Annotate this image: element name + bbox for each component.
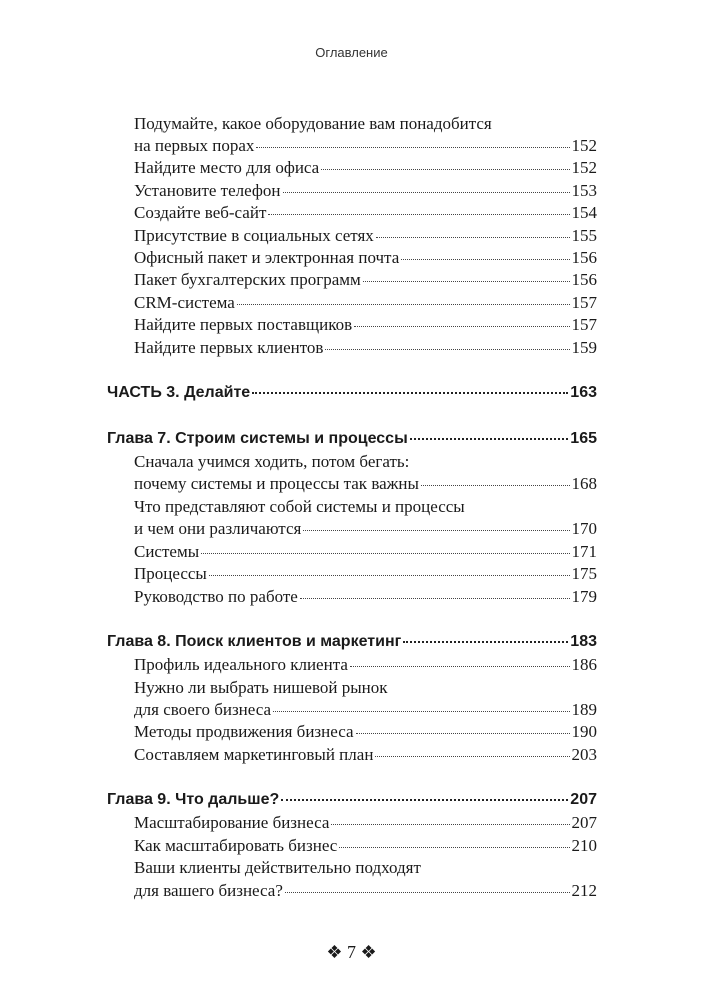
running-header: Оглавление bbox=[315, 45, 388, 60]
toc-entry-title: Пакет бухгалтерских программ bbox=[134, 270, 361, 289]
toc-entry-page: 212 bbox=[571, 881, 597, 900]
toc-entry-title: Найдите первых клиентов bbox=[134, 338, 324, 357]
toc-entry-page: 156 bbox=[571, 248, 597, 267]
toc-entry-title: Составляем маркетинговый план bbox=[134, 745, 374, 764]
toc-entry-title: Нужно ли выбрать нишевой рынок bbox=[134, 678, 388, 697]
toc-entry bbox=[134, 721, 597, 743]
toc-entry bbox=[134, 247, 597, 269]
toc-entry-title: Создайте веб-сайт bbox=[134, 203, 267, 222]
toc-entry-title: Глава 7. Строим системы и процессы bbox=[107, 430, 408, 447]
toc-entry-page: 179 bbox=[571, 587, 597, 606]
dot-leader bbox=[300, 598, 570, 599]
toc-entry bbox=[134, 857, 597, 879]
toc-entry-title: Масштабирование бизнеса bbox=[134, 813, 330, 832]
toc-entry-page: 186 bbox=[571, 655, 597, 674]
toc-entry-page: 203 bbox=[571, 745, 597, 764]
toc-entry bbox=[134, 451, 597, 473]
toc-entry bbox=[134, 225, 597, 247]
toc-entry-title: Найдите первых поставщиков bbox=[134, 315, 353, 334]
toc-entry-title: Сначала учимся ходить, потом бегать: bbox=[134, 452, 410, 471]
toc-entry bbox=[134, 473, 597, 495]
toc-chapter-heading bbox=[107, 631, 597, 653]
toc-entry bbox=[134, 699, 597, 721]
toc-entry bbox=[134, 180, 597, 202]
toc-entry-title: Глава 8. Поиск клиентов и маркетинг bbox=[107, 633, 402, 650]
toc-entry-title: Найдите место для офиса bbox=[134, 158, 320, 177]
toc-entry-title: на первых порах bbox=[134, 136, 255, 155]
dot-leader bbox=[363, 281, 570, 282]
dot-leader bbox=[354, 326, 569, 327]
toc-entry-page: 207 bbox=[571, 813, 597, 832]
toc-entry-title: Процессы bbox=[134, 564, 207, 583]
dot-leader bbox=[350, 666, 570, 667]
dot-leader bbox=[209, 575, 570, 576]
dot-leader bbox=[331, 824, 569, 825]
dot-leader bbox=[303, 530, 569, 531]
dot-leader bbox=[252, 392, 568, 394]
toc-entry-title: Руководство по работе bbox=[134, 587, 298, 606]
toc-entry bbox=[134, 269, 597, 291]
toc-entry-page: 157 bbox=[571, 315, 597, 334]
toc-entry bbox=[134, 835, 597, 857]
toc-entry-title: для своего бизнеса bbox=[134, 700, 272, 719]
toc-entry-page: 155 bbox=[571, 226, 597, 245]
dot-leader bbox=[237, 304, 570, 305]
toc-entry-page: 175 bbox=[571, 564, 597, 583]
toc-entry-title: для вашего бизнеса? bbox=[134, 881, 283, 900]
toc-entry-title: Ваши клиенты действительно подходят bbox=[134, 858, 421, 877]
dot-leader bbox=[410, 438, 569, 440]
toc-entry bbox=[134, 563, 597, 585]
toc-entry bbox=[134, 157, 597, 179]
toc-entry bbox=[134, 292, 597, 314]
toc-entry bbox=[134, 586, 597, 608]
toc-entry-title: Глава 9. Что дальше? bbox=[107, 791, 280, 808]
toc-part-heading bbox=[107, 382, 597, 404]
toc-entry-page: 152 bbox=[571, 136, 597, 155]
toc-entry-page: 163 bbox=[570, 384, 597, 401]
toc-entry bbox=[134, 744, 597, 766]
toc-entry-title: CRM-система bbox=[134, 293, 235, 312]
toc-entry bbox=[134, 541, 597, 563]
toc-entry-title: Подумайте, какое оборудование вам понадобится bbox=[134, 114, 492, 133]
toc-entry-page: 153 bbox=[571, 181, 597, 200]
dot-leader bbox=[281, 799, 568, 801]
dot-leader bbox=[201, 553, 569, 554]
toc-chapter-heading bbox=[107, 789, 597, 811]
toc-entry-page: 210 bbox=[571, 836, 597, 855]
dot-leader bbox=[256, 147, 569, 148]
toc-entry-title: почему системы и процессы так важны bbox=[134, 474, 419, 493]
toc-entry bbox=[134, 880, 597, 902]
toc-entry-page: 189 bbox=[571, 700, 597, 719]
toc-entry-title: Офисный пакет и электронная почта bbox=[134, 248, 400, 267]
dot-leader bbox=[376, 237, 570, 238]
toc-entry-page: 152 bbox=[571, 158, 597, 177]
toc-entry-title: Как масштабировать бизнес bbox=[134, 836, 338, 855]
dot-leader bbox=[356, 733, 570, 734]
dot-leader bbox=[321, 169, 569, 170]
toc-entry-title: и чем они различаются bbox=[134, 519, 302, 538]
toc-entry bbox=[134, 314, 597, 336]
toc-entry-title: Что представляют собой системы и процессы bbox=[134, 497, 465, 516]
toc-entry-page: 190 bbox=[571, 722, 597, 741]
dot-leader bbox=[283, 192, 570, 193]
toc-entry-title: ЧАСТЬ 3. Делайте bbox=[107, 384, 251, 401]
toc-entry-page: 156 bbox=[571, 270, 597, 289]
toc-entry-page: 183 bbox=[570, 633, 597, 650]
toc-entry-page: 171 bbox=[571, 542, 597, 561]
dot-leader bbox=[375, 756, 569, 757]
toc-entry-page: 159 bbox=[571, 338, 597, 357]
toc-entry-page: 154 bbox=[571, 203, 597, 222]
toc-entry-title: Системы bbox=[134, 542, 200, 561]
toc-entry-page: 157 bbox=[571, 293, 597, 312]
dot-leader bbox=[403, 641, 568, 643]
toc-entry bbox=[134, 135, 597, 157]
toc-entry bbox=[134, 337, 597, 359]
toc-entry-title: Присутствие в социальных сетях bbox=[134, 226, 374, 245]
dot-leader bbox=[285, 892, 570, 893]
dot-leader bbox=[339, 847, 569, 848]
toc-entry-page: 168 bbox=[571, 474, 597, 493]
toc-entry-title: Установите телефон bbox=[134, 181, 281, 200]
dot-leader bbox=[401, 259, 569, 260]
toc-entry-page: 170 bbox=[571, 519, 597, 538]
toc-entry bbox=[134, 654, 597, 676]
toc-entry bbox=[134, 113, 597, 135]
dot-leader bbox=[325, 349, 569, 350]
toc-entry bbox=[134, 202, 597, 224]
toc-entry bbox=[134, 518, 597, 540]
toc-entry-title: Профиль идеального клиента bbox=[134, 655, 348, 674]
page-number: ❖ 7 ❖ bbox=[326, 942, 377, 962]
dot-leader bbox=[268, 214, 569, 215]
toc-entry bbox=[134, 812, 597, 834]
toc-entry bbox=[134, 496, 597, 518]
toc-entry-page: 165 bbox=[570, 430, 597, 447]
toc-entry bbox=[134, 677, 597, 699]
dot-leader bbox=[421, 485, 570, 486]
toc-entry-title: Методы продвижения бизнеса bbox=[134, 722, 354, 741]
dot-leader bbox=[273, 711, 569, 712]
toc-chapter-heading bbox=[107, 428, 597, 450]
toc-entry-page: 207 bbox=[570, 791, 597, 808]
